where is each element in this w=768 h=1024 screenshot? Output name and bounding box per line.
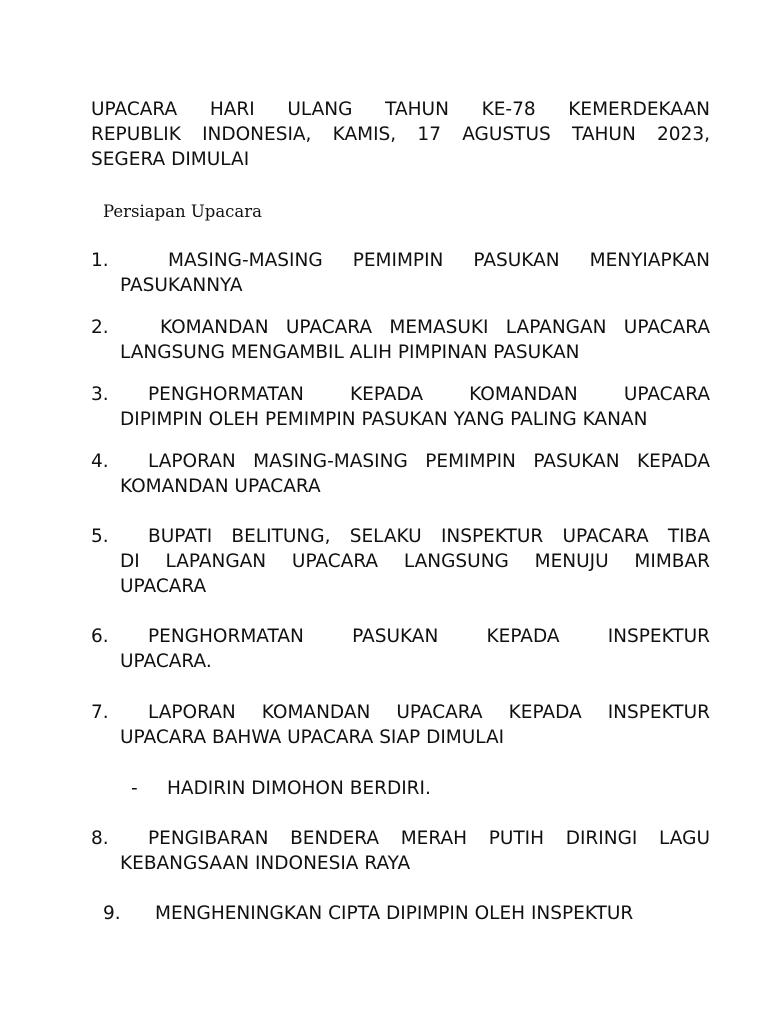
list-item [91,700,710,750]
item-text-line: DI LAPANGAN UPACARA LANGSUNG MENUJU MIMBAR [120,551,710,572]
item-text-line: LAPORAN MASING-MASING PEMIMPIN PASUKAN KEPADA [148,451,710,472]
item-text-line: DIPIMPIN OLEH PEMIMPIN PASUKAN YANG PALING KANAN [120,409,648,430]
item-number: 1. [91,250,109,271]
list-item [91,449,710,499]
item-number: 4. [91,451,109,472]
item-text-line: PENGHORMATAN KEPADA KOMANDAN UPACARA [148,384,710,405]
dash-marker: - [131,778,138,799]
document-heading [91,97,710,172]
item-text-line: KEBANGSAAN INDONESIA RAYA [120,853,411,874]
item-text-line: LAPORAN KOMANDAN UPACARA KEPADA INSPEKTUR [148,702,710,723]
item-number: 8. [91,828,109,849]
list-item [91,248,710,298]
item-number: 5. [91,526,109,547]
item-number: 7. [91,702,109,723]
item-text-line: KOMANDAN UPACARA MEMASUKI LAPANGAN UPACARA [160,317,710,338]
list-item [91,382,710,432]
heading-line: SEGERA DIMULAI [91,149,250,170]
list-item [91,524,710,599]
heading-line: REPUBLIK INDONESIA, KAMIS, 17 AGUSTUS TAHUN 2023, [91,124,710,145]
item-number: 6. [91,626,109,647]
item-text-line: UPACARA. [120,651,212,672]
item-number: 2. [91,317,109,338]
section-subtitle: Persiapan Upacara [103,202,262,221]
item-text-line: BUPATI BELITUNG, SELAKU INSPEKTUR UPACARA TIBA [148,526,710,547]
item-number: 3. [91,384,109,405]
item-text-line: MENGHENINGKAN CIPTA DIPIMPIN OLEH INSPEKTUR [155,903,634,924]
item-text-line: KOMANDAN UPACARA [120,476,321,497]
item-text-line: PENGHORMATAN PASUKAN KEPADA INSPEKTUR [148,626,710,647]
item-number: 9. [103,903,121,924]
item-text-line: PENGIBARAN BENDERA MERAH PUTIH DIRINGI LAGU [148,828,710,849]
item-text-line: LANGSUNG MENGAMBIL ALIH PIMPINAN PASUKAN [120,342,580,363]
heading-line: UPACARA HARI ULANG TAHUN KE-78 KEMERDEKAAN [91,99,710,120]
item-text-line: UPACARA BAHWA UPACARA SIAP DIMULAI [120,727,505,748]
item-text-line: PASUKANNYA [120,275,243,296]
list-item [91,315,710,365]
list-item [103,901,634,926]
item-text-line: UPACARA [120,576,207,597]
item-text-line: MASING-MASING PEMIMPIN PASUKAN MENYIAPKAN [168,250,710,271]
sub-item-text: HADIRIN DIMOHON BERDIRI. [167,778,431,799]
list-item [91,624,710,674]
list-item [91,826,710,876]
